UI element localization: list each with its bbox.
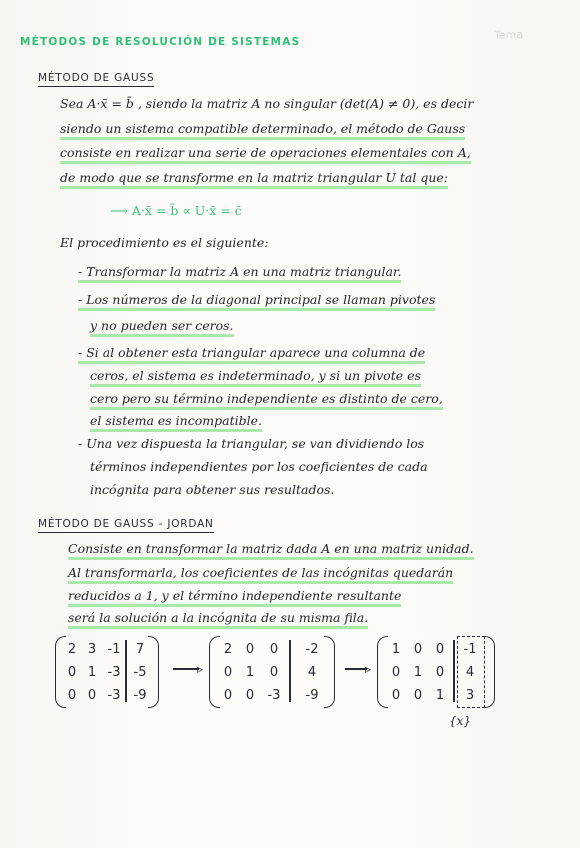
m1-cell: -5 <box>133 665 147 680</box>
m3-cell: 0 <box>435 665 445 680</box>
matrix-2-separator <box>289 640 291 702</box>
gauss-intro-line-4-text: de modo que se transforme en la matriz triangular U tal que: <box>60 170 448 189</box>
augmented-matrix-3 <box>377 636 495 708</box>
m1-cell: 2 <box>67 642 77 657</box>
step-3-line-3 <box>90 391 443 406</box>
m1-cell: 1 <box>87 665 97 680</box>
gauss-formula-text: ⟶ A·x̄ = b̄ ∝ U·x̄ = c̄ <box>110 203 242 218</box>
m2-cell: -9 <box>305 688 319 703</box>
gauss-formula <box>110 203 242 218</box>
m2-cell: -2 <box>305 642 319 657</box>
m3-solution-cell: 4 <box>465 665 475 680</box>
m3-solution-cell: -1 <box>463 642 477 657</box>
bleed-through-text: Tema <box>493 28 524 42</box>
m2-cell: 0 <box>245 642 255 657</box>
m3-cell: 0 <box>413 688 423 703</box>
step-4-line-3: incógnita para obtener sus resultados. <box>90 482 335 497</box>
step-2-line-1 <box>78 292 435 307</box>
m3-solution-cell: 3 <box>465 688 475 703</box>
gj-line-3 <box>68 588 401 603</box>
step-3-line-2 <box>90 368 421 383</box>
step-4-line-1: - Una vez dispuesta la triangular, se van dividiendo los <box>78 436 425 451</box>
gauss-heading: MÉTODO DE GAUSS <box>38 72 155 84</box>
page-title: MÉTODOS DE RESOLUCIÓN DE SISTEMAS <box>20 36 301 48</box>
augmented-matrix-1 <box>55 636 159 708</box>
arrow-1 <box>173 668 199 670</box>
gj-line-1-text: Consiste en transformar la matriz dada A en una matriz unidad. <box>68 541 474 560</box>
gauss-intro-line-1: Sea A·x̄ = b̄ , siendo la matriz A no singular (det(A) ≠ 0), es decir <box>60 96 474 111</box>
matrix-equation <box>55 636 545 746</box>
step-3-line-4 <box>90 413 262 428</box>
arrow-2-head: ▹ <box>365 662 372 676</box>
gj-line-2-text: Al transformarla, los coeficientes de las incógnitas quedarán <box>68 565 453 584</box>
matrix-1-separator <box>125 640 127 702</box>
m1-cell: 3 <box>87 642 97 657</box>
m2-cell: 4 <box>307 665 317 680</box>
gauss-intro-line-4 <box>60 170 448 185</box>
m3-cell: 0 <box>391 665 401 680</box>
step-1 <box>78 264 401 279</box>
m3-cell: 1 <box>435 688 445 703</box>
m3-cell: 0 <box>435 642 445 657</box>
m1-cell: 0 <box>87 688 97 703</box>
matrix-2-right-paren <box>324 636 335 708</box>
step-2-line-1-text: - Los números de la diagonal principal se llaman pivotes <box>78 292 435 311</box>
m2-cell: -3 <box>267 688 281 703</box>
step-3-line-2-text: ceros, el sistema es indeterminado, y si un pivote es <box>90 368 421 387</box>
augmented-matrix-2 <box>209 636 335 708</box>
m1-cell: 7 <box>135 642 145 657</box>
arrow-2 <box>345 668 367 670</box>
m1-cell: -3 <box>107 665 121 680</box>
gj-line-1 <box>68 541 474 556</box>
step-3-line-1 <box>78 345 425 360</box>
solution-label: {x} <box>449 714 472 728</box>
m3-cell: 0 <box>413 642 423 657</box>
m3-cell: 0 <box>391 688 401 703</box>
m1-cell: -1 <box>107 642 121 657</box>
gauss-jordan-heading: MÉTODO DE GAUSS - JORDAN <box>38 518 214 530</box>
m2-cell: 0 <box>269 642 279 657</box>
gauss-intro-line-3 <box>60 145 471 160</box>
m2-cell: 0 <box>269 665 279 680</box>
step-1-line-1: - Transformar la matriz A en una matriz triangular. <box>78 264 401 283</box>
m2-cell: 0 <box>223 665 233 680</box>
m2-cell: 1 <box>245 665 255 680</box>
step-3-line-1-text: - Si al obtener esta triangular aparece una columna de <box>78 345 425 364</box>
m3-cell: 1 <box>413 665 423 680</box>
arrow-1-head: ▹ <box>197 662 204 676</box>
gj-line-2 <box>68 565 453 580</box>
step-2-line-2 <box>90 318 234 333</box>
gauss-intro-line-2-text: siendo un sistema compatible determinado, el método de Gauss <box>60 121 465 140</box>
matrix-3-right-paren <box>484 636 495 708</box>
step-3-line-3-text: cero pero su término independiente es distinto de cero, <box>90 391 443 410</box>
step-4-line-2: términos independientes por los coeficientes de cada <box>90 459 428 474</box>
m1-cell: 0 <box>67 665 77 680</box>
m2-cell: 0 <box>245 688 255 703</box>
m2-cell: 0 <box>223 688 233 703</box>
gj-line-4-text: será la solución a la incógnita de su misma fila. <box>68 610 368 629</box>
matrix-3-separator <box>453 640 455 702</box>
m1-cell: -9 <box>133 688 147 703</box>
gauss-intro-line-2 <box>60 121 465 136</box>
m1-cell: -3 <box>107 688 121 703</box>
procedure-label: El procedimiento es el siguiente: <box>60 235 269 250</box>
gj-line-4 <box>68 610 368 625</box>
m3-cell: 1 <box>391 642 401 657</box>
m1-cell: 0 <box>67 688 77 703</box>
gj-line-3-text: reducidos a 1, y el término independiente resultante <box>68 588 401 607</box>
m2-cell: 2 <box>223 642 233 657</box>
step-2-line-2-text: y no pueden ser ceros. <box>90 318 234 337</box>
gauss-intro-line-3-text: consiste en realizar una serie de operaciones elementales con A, <box>60 145 471 164</box>
step-3-line-4-text: el sistema es incompatible. <box>90 413 262 432</box>
